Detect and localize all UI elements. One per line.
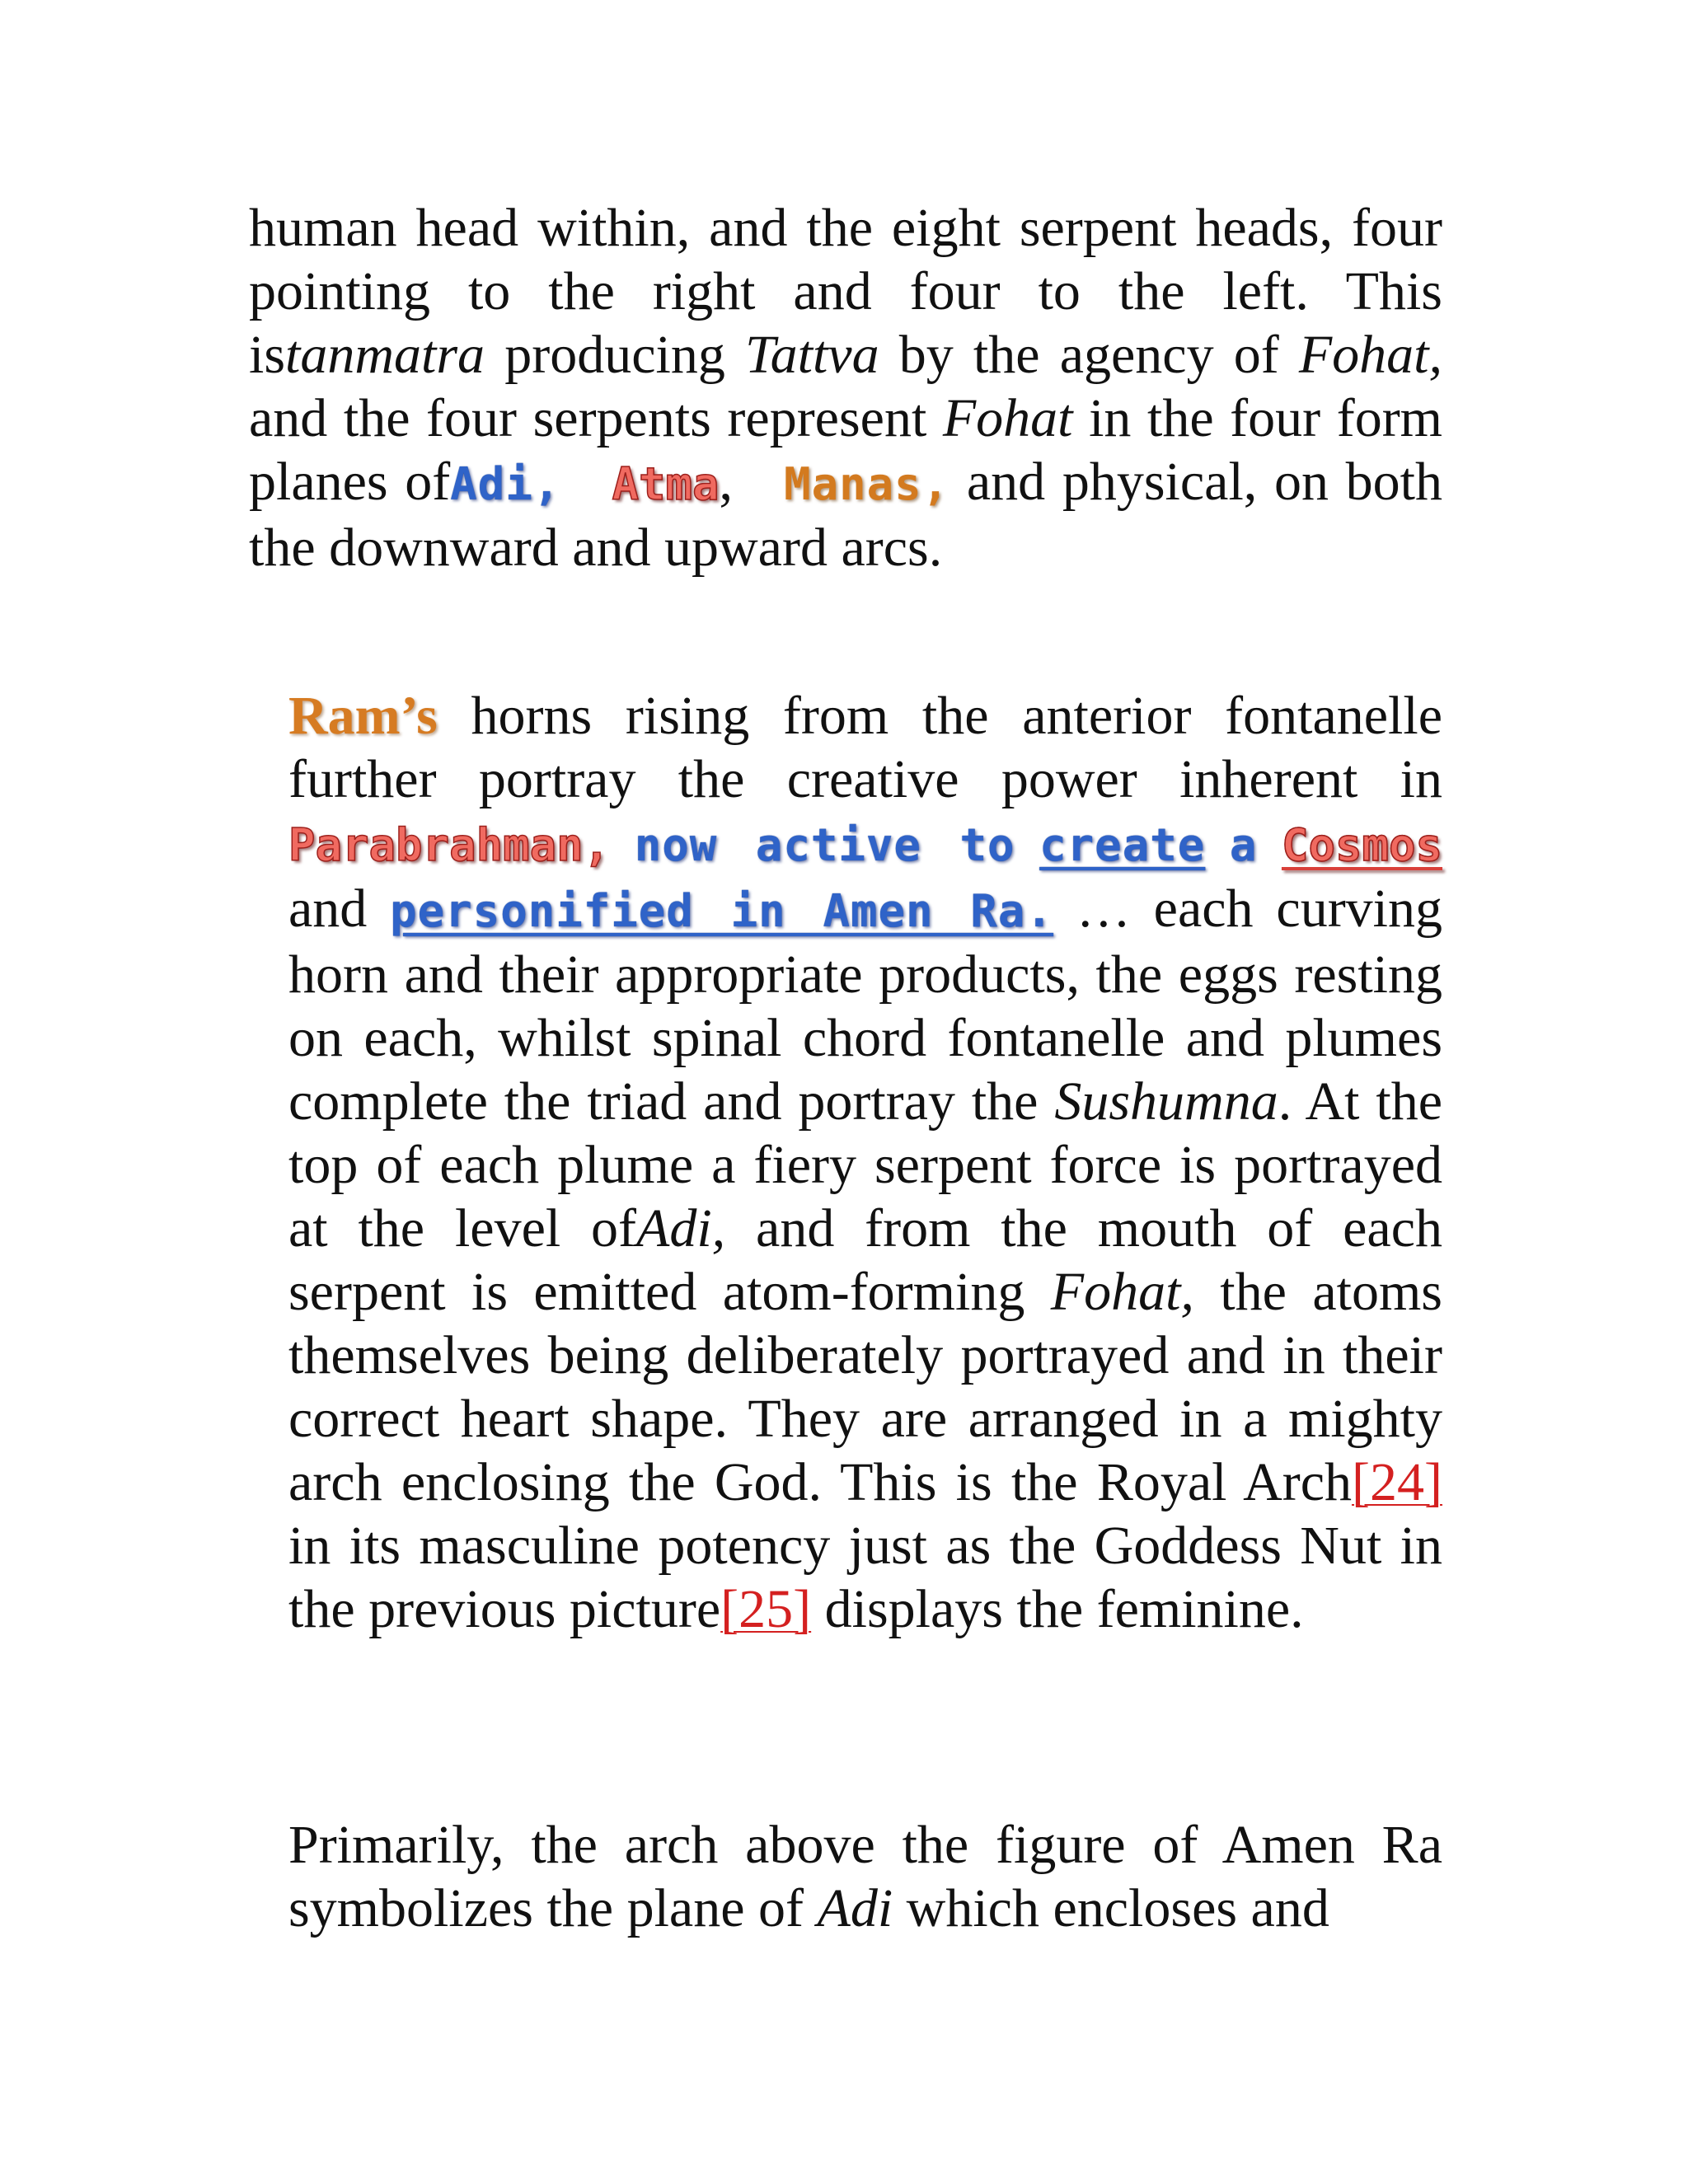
paragraph-2-text — [249, 684, 1442, 1641]
italic-term-adi: Adi, — [636, 1198, 726, 1258]
text-run: . At the top of each plume a fiery serpent force is portrayed at the level of — [288, 1071, 1442, 1258]
italic-term-fohat: Fohat, — [1050, 1262, 1194, 1322]
italic-term-fohat: Fohat, — [1298, 325, 1443, 385]
italic-term-sushumna: Sushumna — [1054, 1071, 1278, 1132]
text-run: in its masculine potency just as the Goddess Nut in the previous picture — [288, 1516, 1442, 1639]
text-run: human head within, and the eight serpent heads, four pointing to the right and four to the left. This is — [249, 198, 1442, 385]
styled-term-atma: Atma — [612, 458, 720, 510]
text-run: , — [719, 452, 733, 512]
styled-term-rams: Ram’s — [288, 686, 438, 746]
paragraph-1-text — [249, 196, 1442, 579]
paragraph-2 — [249, 684, 1442, 1641]
italic-term-adi: Adi — [817, 1878, 893, 1938]
styled-term-adi: Adi, — [450, 458, 561, 510]
styled-term-create: create — [1039, 819, 1206, 871]
paragraph-3-text — [249, 1813, 1442, 1940]
text-run: displays the feminine. — [811, 1579, 1304, 1639]
styled-term-parabrahman: Parabrahman, — [288, 819, 611, 871]
text-run: horns rising from the anterior fontanelle further portray the creative power inherent in — [288, 686, 1442, 809]
italic-term-fohat: Fohat — [942, 388, 1073, 448]
text-run: which encloses and — [893, 1878, 1329, 1938]
italic-term-tanmatra: tanmatra — [285, 325, 485, 385]
styled-term-a: a — [1229, 819, 1258, 871]
text-run: and from the mouth of each serpent is emitted atom-forming — [288, 1198, 1442, 1322]
text-run: the atoms themselves being deliberately portrayed and in their correct heart shape. They are arranged in a mighty arch enclosing the God. This is the Royal Arch — [288, 1262, 1442, 1512]
text-run: producing — [485, 325, 745, 385]
text-run: in the four form planes of — [249, 388, 1443, 512]
text-run: … each curving horn and their appropriate products, the eggs resting on each, whilst spinal chord fontanelle and plumes complete the triad and portray the — [288, 879, 1443, 1132]
paragraph-1 — [249, 196, 1442, 579]
styled-phrase-personified: personified in Amen Ra. — [390, 885, 1053, 937]
text-run: and — [288, 879, 368, 939]
footnote-link-25[interactable]: [25] — [720, 1579, 812, 1639]
styled-term-manas: Manas, — [784, 458, 950, 510]
italic-term-tattva: Tattva — [744, 325, 879, 385]
styled-phrase-now-active-to: now active to — [634, 819, 1015, 871]
text-run: Primarily, the arch above the figure of Amen Ra symbolizes the plane of — [288, 1815, 1442, 1938]
text-run: by the agency of — [879, 325, 1299, 385]
footnote-link-24[interactable]: [24] — [1352, 1452, 1442, 1512]
text-run: and physical, on both the downward and upward arcs. — [249, 452, 1443, 578]
text-run: and the four serpents represent — [249, 388, 943, 448]
paragraph-3 — [249, 1813, 1442, 1940]
styled-term-cosmos: Cosmos — [1281, 819, 1443, 871]
